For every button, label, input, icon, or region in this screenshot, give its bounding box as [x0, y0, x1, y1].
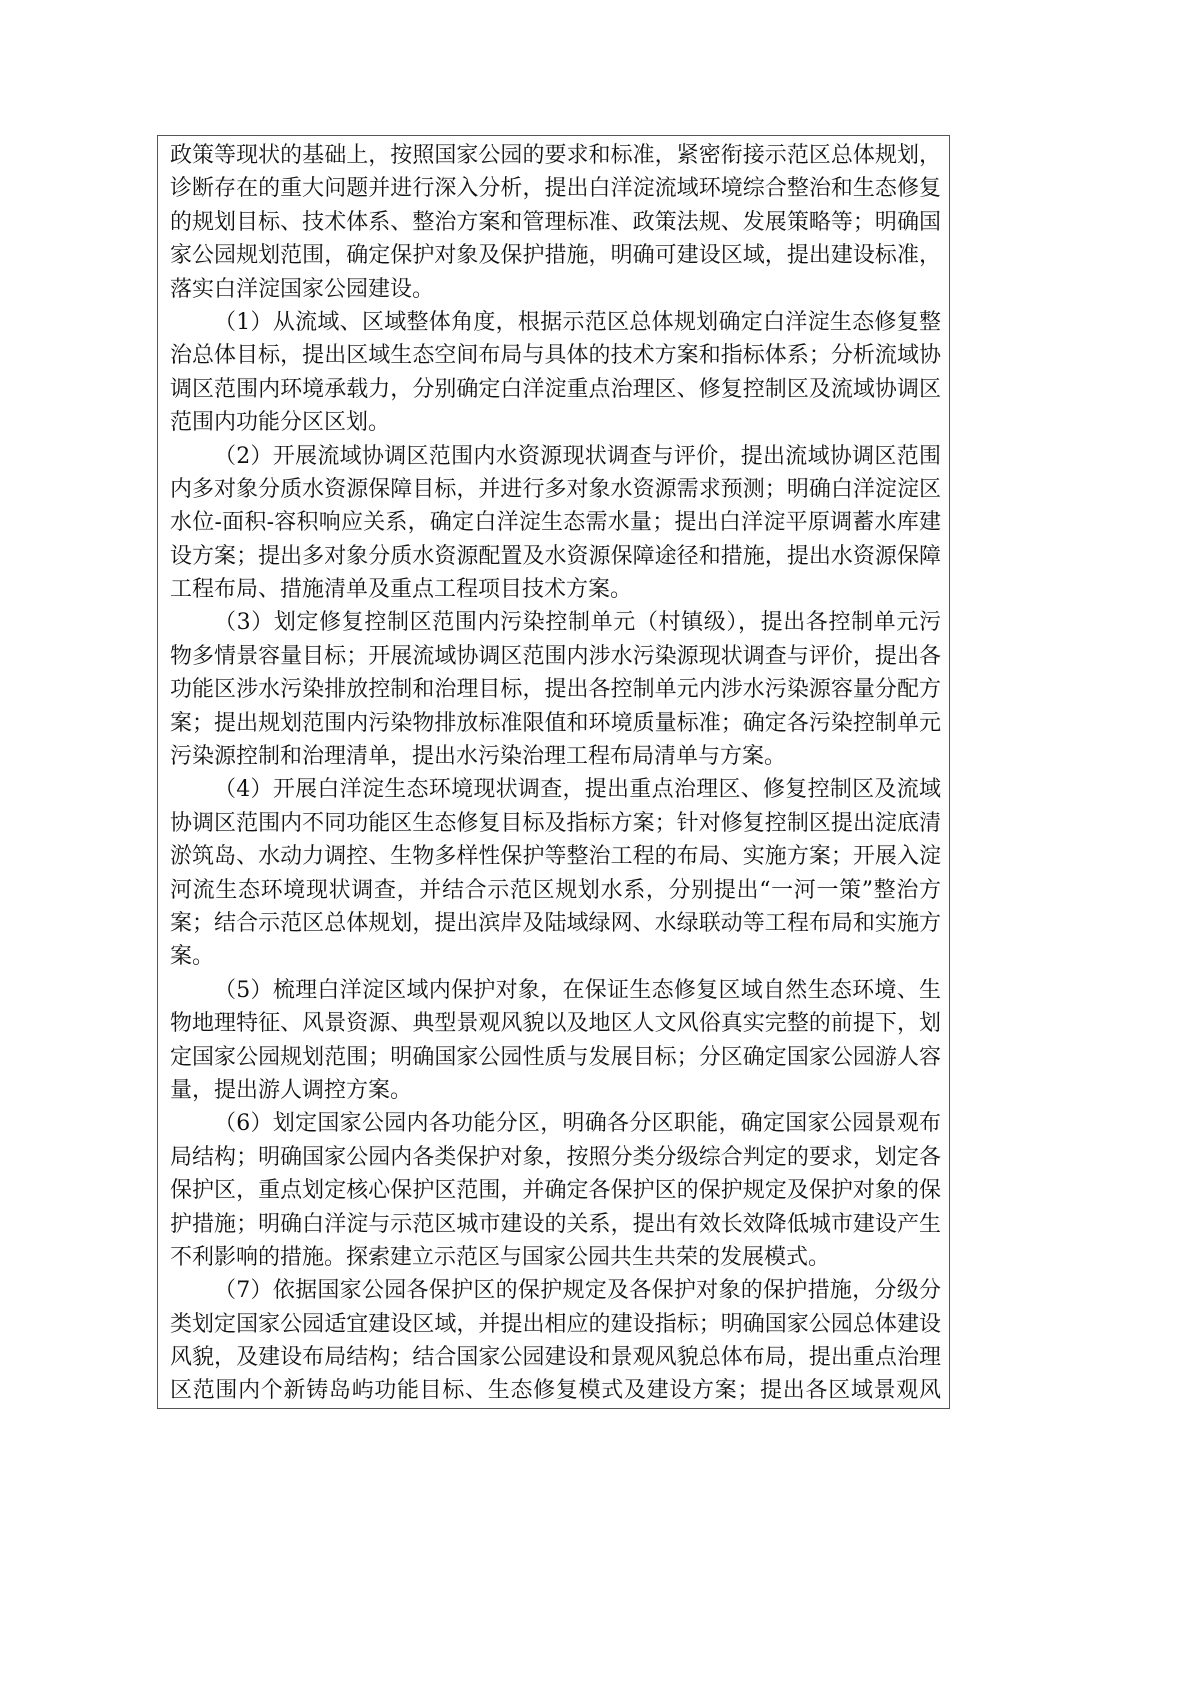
paragraph — [170, 1274, 941, 1408]
text-line: 淤筑岛、水动力调控、生物多样性保护等整治工程的布局、实施方案；开展入淀 — [170, 844, 941, 870]
text-line: 诊断存在的重大问题并进行深入分析，提出白洋淀流域环境综合整治和生态修复 — [170, 176, 941, 202]
paragraph — [170, 773, 941, 973]
text-line: 污染源控制和治理清单，提出水污染治理工程布局清单与方案。 — [170, 744, 787, 770]
text-line: 协调区范围内不同功能区生态修复目标及指标方案；针对修复控制区提出淀底清 — [170, 810, 941, 836]
text-line: 不利影响的措施。探索建立示范区与国家公园共生共荣的发展模式。 — [170, 1244, 831, 1270]
text-line: 落实白洋淀国家公园建设。 — [170, 276, 435, 302]
text-line: （2）开展流域协调区范围内水资源现状调查与评价，提出流域协调区范围 — [214, 443, 941, 469]
paragraph — [170, 306, 941, 440]
paragraph — [170, 606, 941, 773]
text-line: 风貌，及建设布局结构；结合国家公园建设和景观风貌总体布局，提出重点治理 — [170, 1345, 941, 1371]
text-line: （3）划定修复控制区范围内污染控制单元（村镇级），提出各控制单元污 — [214, 610, 941, 636]
paragraph — [170, 440, 941, 607]
text-line: 工程布局、措施清单及重点工程项目技术方案。 — [170, 577, 633, 603]
text-table-cell — [157, 135, 950, 1409]
text-line: （5）梳理白洋淀区域内保护对象，在保证生态修复区域自然生态环境、生 — [214, 977, 941, 1003]
text-line: 功能区涉水污染排放控制和治理目标，提出各控制单元内涉水污染源容量分配方 — [170, 677, 941, 703]
text-line: 的规划目标、技术体系、整治方案和管理标准、政策法规、发展策略等；明确国 — [170, 209, 941, 235]
text-line: 保护区，重点划定核心保护区范围，并确定各保护区的保护规定及保护对象的保 — [170, 1178, 941, 1204]
paragraph — [170, 139, 941, 306]
text-line: 区范围内个新铸岛屿功能目标、生态修复模式及建设方案；提出各区域景观风 — [170, 1378, 941, 1404]
text-line: （4）开展白洋淀生态环境现状调查，提出重点治理区、修复控制区及流域 — [214, 777, 941, 803]
text-line: （1）从流域、区域整体角度，根据示范区总体规划确定白洋淀生态修复整 — [214, 309, 941, 335]
text-line: 类划定国家公园适宜建设区域，并提出相应的建设指标；明确国家公园总体建设 — [170, 1311, 941, 1337]
text-line: 局结构；明确国家公园内各类保护对象，按照分类分级综合判定的要求，划定各 — [170, 1144, 941, 1170]
text-line: 调区范围内环境承载力，分别确定白洋淀重点治理区、修复控制区及流域协调区 — [170, 376, 941, 402]
text-line: 范围内功能分区区划。 — [170, 410, 391, 436]
text-line: 内多对象分质水资源保障目标，并进行多对象水资源需求预测；明确白洋淀淀区 — [170, 476, 941, 502]
text-line: 护措施；明确白洋淀与示范区城市建设的关系，提出有效长效降低城市建设产生 — [170, 1211, 941, 1237]
text-line: 家公园规划范围，确定保护对象及保护措施，明确可建设区域，提出建设标准， — [170, 243, 941, 269]
text-line: 水位-面积-容积响应关系，确定白洋淀生态需水量；提出白洋淀平原调蓄水库建 — [170, 510, 941, 536]
text-line: 河流生态环境现状调查，并结合示范区规划水系，分别提出“一河一策”整治方 — [170, 877, 941, 903]
text-line: （6）划定国家公园内各功能分区，明确各分区职能，确定国家公园景观布 — [214, 1111, 941, 1137]
text-line: 设方案；提出多对象分质水资源配置及水资源保障途径和措施，提出水资源保障 — [170, 543, 941, 569]
text-line: 物地理特征、风景资源、典型景观风貌以及地区人文风俗真实完整的前提下，划 — [170, 1011, 941, 1037]
text-line: 案；提出规划范围内污染物排放标准限值和环境质量标准；确定各污染控制单元 — [170, 710, 941, 736]
paragraph — [170, 974, 941, 1108]
text-line: 案；结合示范区总体规划，提出滨岸及陆域绿网、水绿联动等工程布局和实施方 — [170, 910, 941, 936]
text-line: （7）依据国家公园各保护区的保护规定及各保护对象的保护措施，分级分 — [214, 1278, 941, 1304]
text-line: 定国家公园规划范围；明确国家公园性质与发展目标；分区确定国家公园游人容 — [170, 1044, 941, 1070]
text-line: 政策等现状的基础上，按照国家公园的要求和标准，紧密衔接示范区总体规划， — [170, 143, 941, 168]
paragraph — [170, 1107, 941, 1274]
text-line: 案。 — [170, 944, 215, 970]
text-line: 治总体目标，提出区域生态空间布局与具体的技术方案和指标体系；分析流域协 — [170, 343, 941, 369]
text-line: 物多情景容量目标；开展流域协调区范围内涉水污染源现状调查与评价，提出各 — [170, 643, 941, 669]
text-line: 量，提出游人调控方案。 — [170, 1077, 413, 1103]
